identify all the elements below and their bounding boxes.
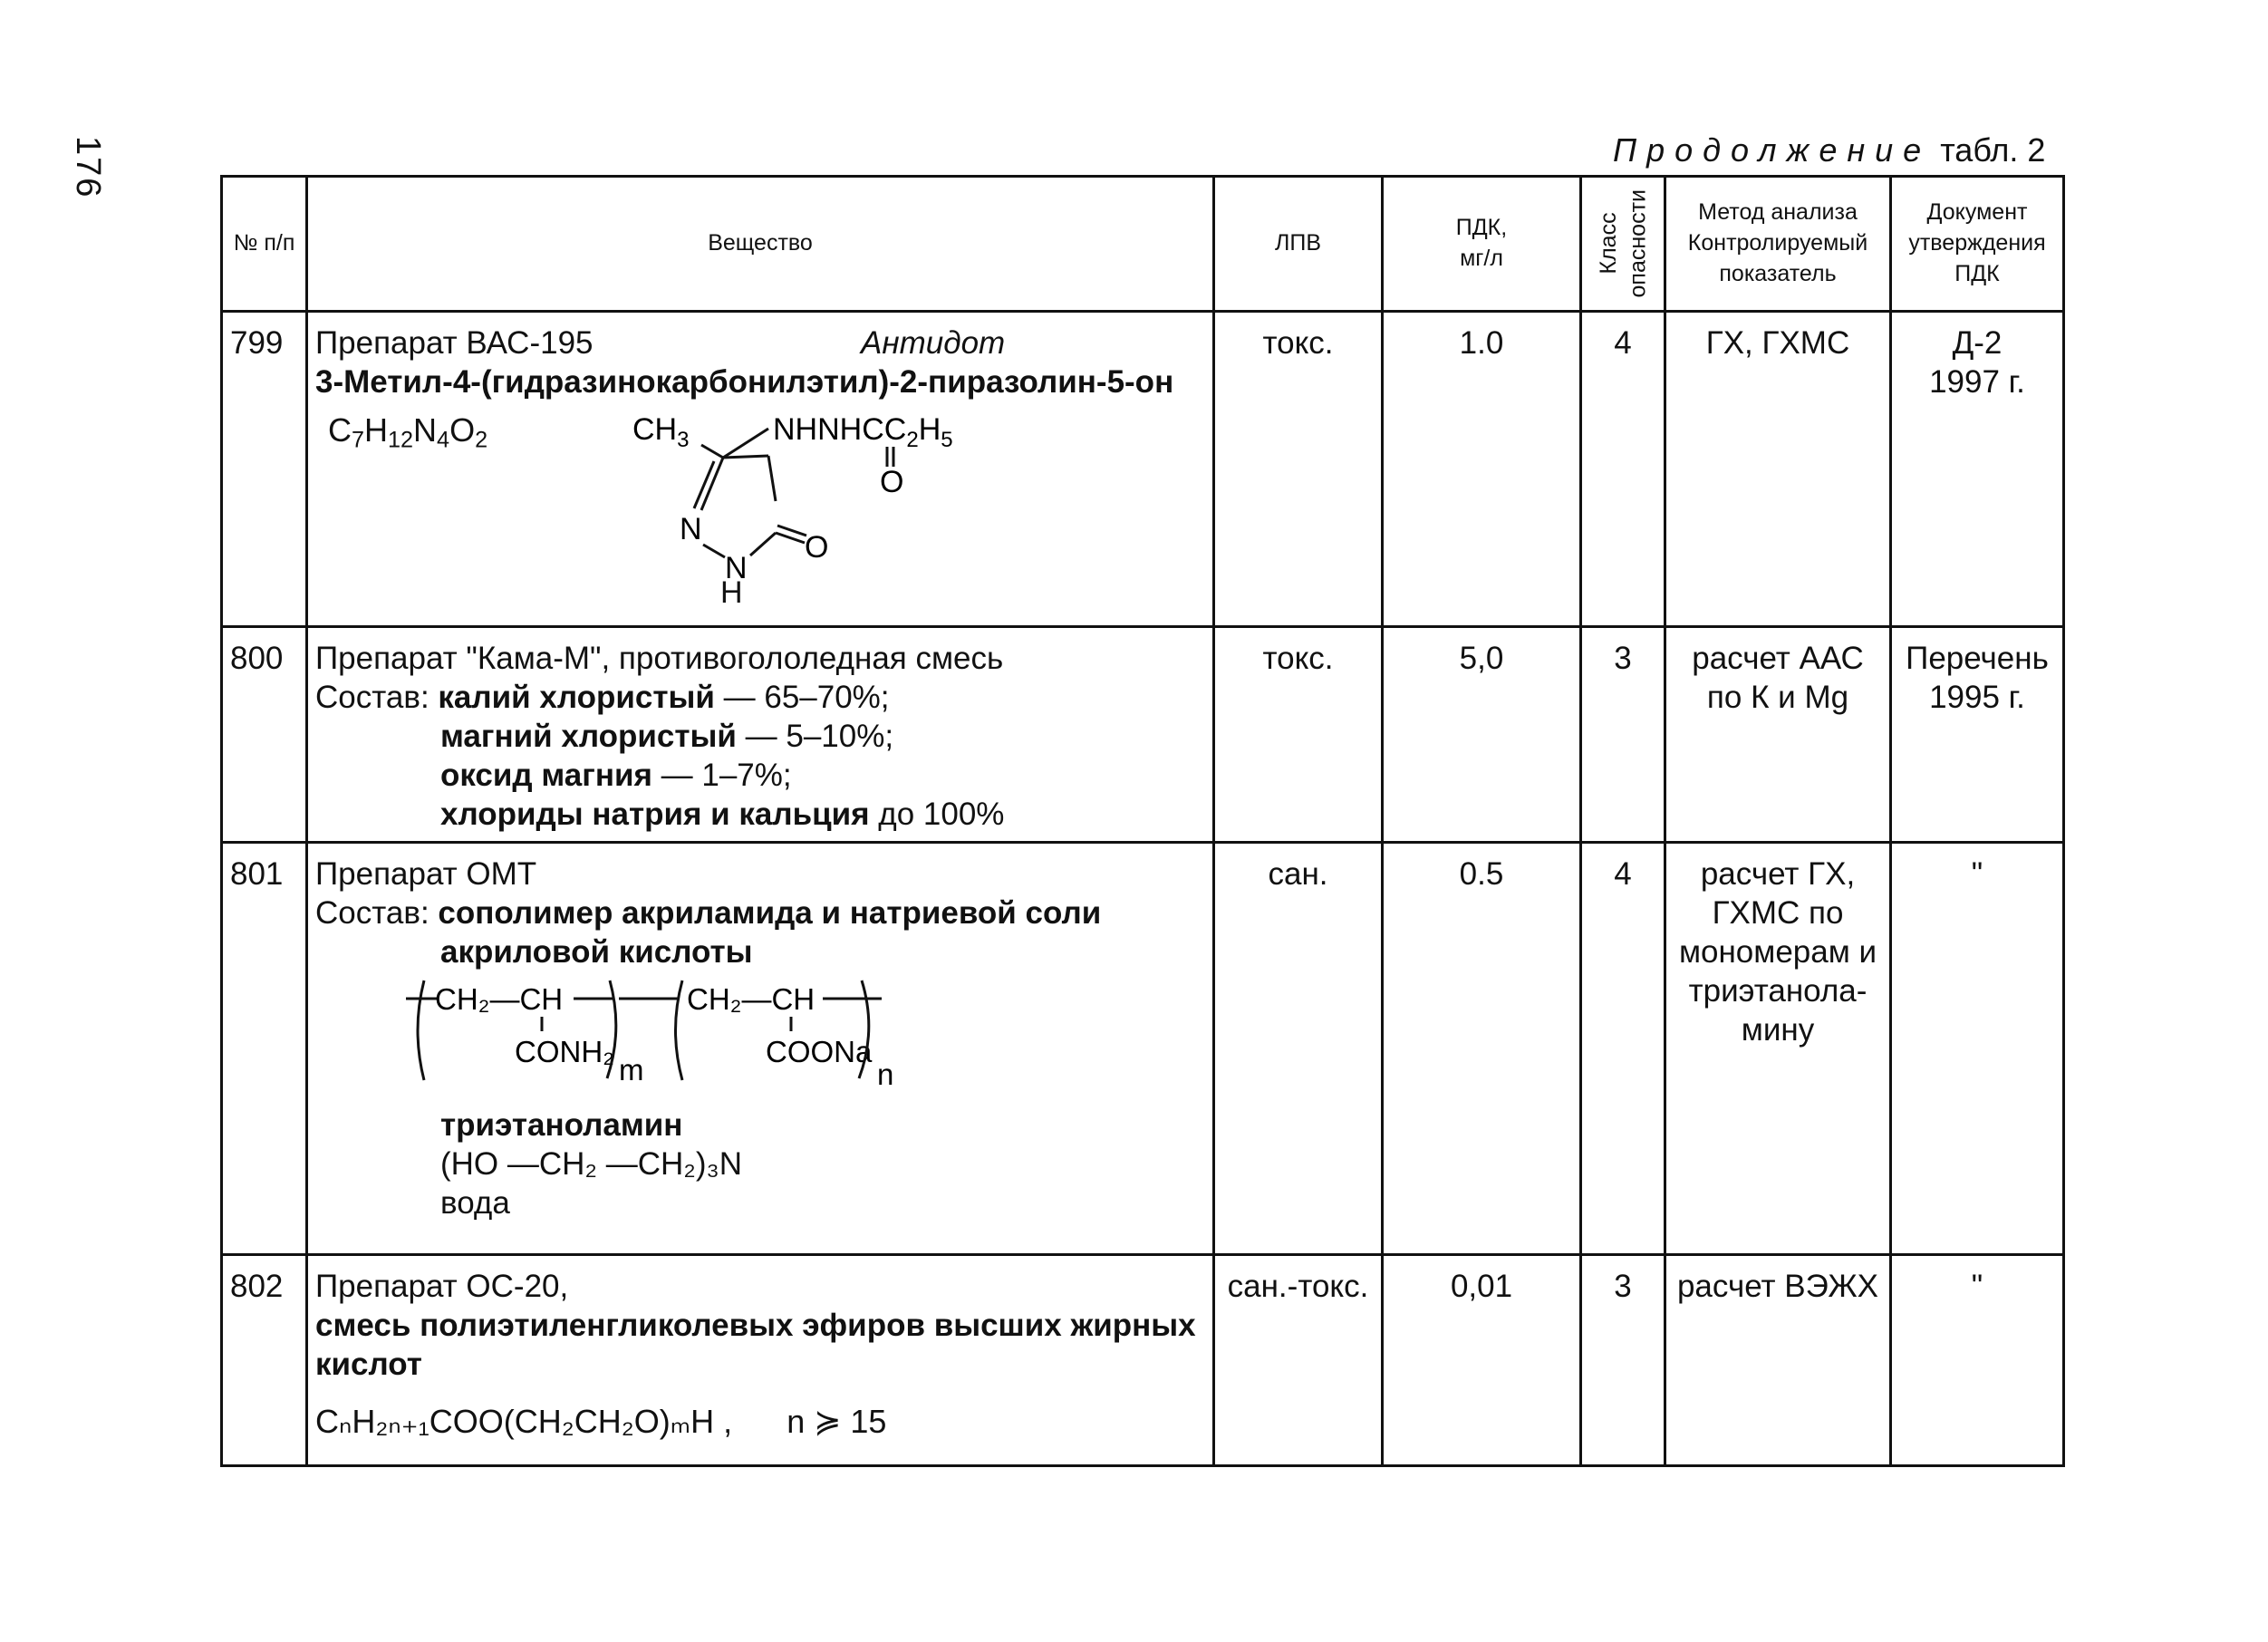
- svg-text:O: O: [880, 465, 904, 499]
- method-line: ГХМС по: [1712, 895, 1844, 931]
- document-year: 1997 г.: [1929, 364, 2025, 400]
- substance-cell: [308, 1256, 1212, 1448]
- document-value: [1892, 313, 2062, 409]
- row-num: 801: [230, 856, 284, 892]
- svg-text:CH₂—CH: CH₂—CH: [687, 982, 816, 1016]
- general-formula: [315, 1402, 1205, 1441]
- substance-cell: [308, 628, 1212, 841]
- header-document: [1891, 177, 2064, 312]
- header-method-line3: показатель: [1719, 260, 1837, 286]
- structure-h-label: H: [720, 575, 743, 610]
- component-name: магний хлористый: [440, 719, 737, 754]
- svg-text:n: n: [877, 1058, 894, 1089]
- substance-note: Антидот: [861, 325, 1006, 361]
- lpv-value: токс.: [1262, 325, 1334, 361]
- composition-line: [315, 893, 1205, 932]
- row-num: 800: [230, 641, 284, 676]
- table-header-row: [222, 177, 2064, 312]
- component-name: хлориды натрия и кальция: [440, 797, 870, 832]
- header-doc-line1: Документ: [1926, 199, 2028, 226]
- document-value: [1892, 628, 2062, 724]
- substance-name: Препарат ВАС-195: [315, 325, 594, 361]
- table-row: [222, 1255, 2064, 1466]
- header-method-line2: Контролируемый: [1687, 230, 1868, 256]
- table-row: [222, 627, 2064, 843]
- header-substance: Вещество: [307, 177, 1214, 312]
- svg-text:NHNHCC2H5: $NHNHCC_2H_5$: [773, 412, 953, 452]
- composition-line: [315, 678, 1205, 717]
- chemical-name: 3-Метил-4-(гидразинокарбонилэтил)-2-пиразолин-5-он: [315, 364, 1174, 400]
- polymer-structure: [406, 971, 1058, 1089]
- pdk-value: 5,0: [1459, 641, 1504, 676]
- component-amount: — 5–10%;: [736, 719, 894, 754]
- formula-condition: n ≽ 15: [787, 1403, 887, 1440]
- continuation-word: Продолжение: [1613, 131, 1932, 169]
- component-name: оксид магния: [440, 758, 652, 793]
- substance-name: Препарат ОС-20,: [315, 1269, 569, 1304]
- header-hazard-class-text: [1594, 189, 1653, 297]
- component-amount: — 1–7%;: [651, 758, 792, 793]
- header-pdk-unit: мг/л: [1460, 246, 1503, 271]
- substance-title-line: [315, 324, 1205, 362]
- lpv-value: сан.-токс.: [1227, 1269, 1369, 1304]
- document-name: Д-2: [1952, 325, 2003, 361]
- method-line: триэтанола-: [1688, 973, 1867, 1009]
- formula-text: CₙH₂ₙ₊₁COO(CH₂CH₂O)ₘH ,: [315, 1403, 733, 1440]
- method-value: [1666, 844, 1889, 1057]
- header-lpv: ЛПВ: [1214, 177, 1383, 312]
- svg-text:N: N: [680, 512, 702, 546]
- header-pdk: [1383, 177, 1581, 312]
- lpv-value: токс.: [1262, 641, 1334, 676]
- method-line: расчет ГХ,: [1700, 856, 1856, 892]
- table-reference: табл. 2: [1940, 131, 2046, 169]
- header-method: [1665, 177, 1891, 312]
- composition-label: Состав:: [315, 680, 429, 715]
- table-row: [222, 843, 2064, 1255]
- substance-cell: [308, 844, 1212, 1230]
- header-num: № п/п: [222, 177, 307, 312]
- table-row: [222, 312, 2064, 627]
- component-name: вода: [440, 1185, 510, 1221]
- lpv-value: сан.: [1268, 856, 1328, 892]
- document-name: Перечень: [1906, 641, 2049, 676]
- method-line: по К и Mg: [1706, 680, 1849, 715]
- header-hazard-class: [1581, 177, 1665, 312]
- hazard-class-value: 4: [1614, 856, 1632, 892]
- component-name-cont: акриловой кислоты: [440, 934, 753, 970]
- component-name: калий хлористый: [438, 680, 715, 715]
- component-amount: до 100%: [869, 797, 1005, 832]
- svg-text:CONH₂: CONH₂: [515, 1035, 614, 1068]
- composition-line: [315, 795, 1205, 834]
- header-pdk-label: ПДК,: [1455, 215, 1508, 241]
- pyrazolone-structure: [623, 401, 1040, 592]
- composition-label: Состав:: [315, 895, 429, 931]
- header-method-line1: Метод анализа: [1698, 199, 1858, 226]
- header-doc-line2: утверждения: [1908, 230, 2046, 256]
- method-line: мономерам и: [1678, 934, 1877, 970]
- header-hazard-line2: опасности: [1625, 189, 1650, 298]
- svg-text:CH3: $CH_3$: [632, 412, 690, 452]
- substance-cell: [308, 313, 1212, 610]
- composition-line: [315, 756, 1205, 795]
- molecular-formula: $C_7H_{12}N_4O_2$: [328, 411, 488, 453]
- svg-text:COONa: COONa: [766, 1035, 873, 1068]
- pdk-value: 1.0: [1459, 325, 1504, 361]
- page-number: 176: [69, 136, 107, 199]
- structure-area: [315, 401, 1205, 610]
- composition-line: [315, 717, 1205, 756]
- row-num: 802: [230, 1269, 284, 1304]
- substance-name: Препарат ОМТ: [315, 856, 537, 892]
- table-continuation-caption: [1613, 131, 2045, 169]
- method-value: ГХ, ГХМС: [1705, 325, 1850, 361]
- svg-text:O: O: [805, 530, 829, 565]
- component-name: триэтаноламин: [440, 1107, 683, 1143]
- component-amount: — 65–70%;: [714, 680, 890, 715]
- svg-text:N: N: [725, 551, 748, 585]
- chemical-name: смесь полиэтиленгликолевых эфиров высших жирных кислот: [315, 1308, 1196, 1382]
- svg-text:CH₂—CH: CH₂—CH: [435, 982, 564, 1016]
- method-value: [1666, 628, 1889, 724]
- hazard-class-value: 4: [1614, 325, 1632, 361]
- method-line: расчет ААС: [1692, 641, 1864, 676]
- substance-name: Препарат "Кама-М", противогололедная смесь: [315, 641, 1004, 676]
- document-year: 1995 г.: [1929, 680, 2025, 715]
- component-name: сополимер акриламида и натриевой соли: [438, 895, 1102, 931]
- pdk-value: 0,01: [1450, 1269, 1513, 1304]
- header-doc-line3: ПДК: [1954, 260, 2000, 286]
- component-formula: (HO —CH₂ —CH₂)₃N: [440, 1146, 743, 1182]
- row-num: 799: [230, 325, 284, 361]
- header-hazard-line1: Класс: [1595, 212, 1621, 275]
- method-value: расчет ВЭЖХ: [1676, 1269, 1879, 1304]
- document-ditto: ": [1971, 856, 1983, 892]
- pdk-value: 0.5: [1459, 856, 1504, 892]
- hazard-class-value: 3: [1614, 641, 1632, 676]
- document-ditto: ": [1971, 1269, 1983, 1304]
- svg-text:m: m: [619, 1053, 644, 1087]
- hazard-class-value: 3: [1614, 1269, 1632, 1304]
- substances-table: [220, 175, 2065, 1467]
- method-line: мину: [1741, 1012, 1815, 1048]
